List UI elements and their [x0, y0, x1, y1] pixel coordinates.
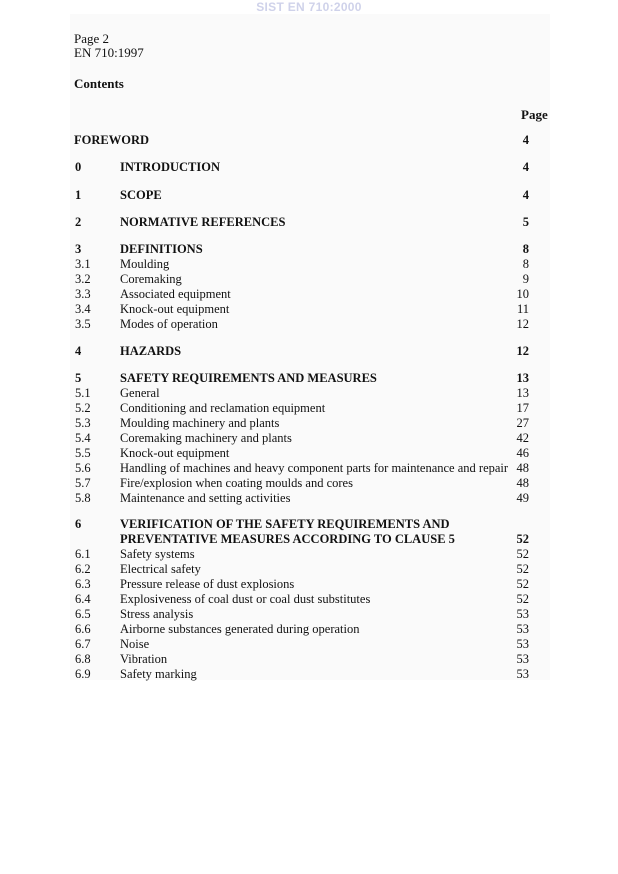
toc-entry-page: 53 [516, 667, 529, 681]
toc-entry-title: FOREWORD [74, 133, 149, 147]
toc-entry-title: SAFETY REQUIREMENTS AND MEASURES [120, 371, 377, 385]
toc-entry-page: 53 [516, 652, 529, 666]
toc-entry-number: 6.6 [75, 622, 91, 636]
toc-entry [0, 257, 618, 272]
toc-entry-number: 6.9 [75, 667, 91, 681]
toc-entry-title: Modes of operation [120, 317, 218, 331]
toc-entry-title: Safety systems [120, 547, 195, 561]
toc-entry-number: 6.5 [75, 607, 91, 621]
toc-entry [0, 532, 618, 547]
toc-entry [0, 491, 618, 506]
toc-entry-number: 6.7 [75, 637, 91, 651]
toc-entry-title: HAZARDS [120, 344, 182, 358]
toc-entry-title: Conditioning and reclamation equipment [120, 401, 326, 415]
toc-entry [0, 133, 618, 148]
toc-entry-number: 1 [75, 188, 82, 202]
watermark: SIST EN 710:2000 [256, 0, 362, 14]
toc-entry-title: Knock-out equipment [120, 446, 230, 460]
toc-entry [0, 577, 618, 592]
toc-entry [0, 476, 618, 491]
contents-heading: Contents [74, 76, 124, 91]
toc-entry [0, 517, 618, 532]
toc-entry-page: 49 [516, 491, 529, 505]
toc-entry [0, 215, 618, 230]
standard-number: EN 710:1997 [74, 45, 144, 60]
toc-entry-number: 5.4 [75, 431, 91, 445]
toc-entry-number: 6 [75, 517, 82, 531]
toc-entry-title: Fire/explosion when coating moulds and cores [120, 476, 353, 490]
toc-entry-number: 5.1 [75, 386, 91, 400]
toc-entry-page: 53 [516, 607, 529, 621]
toc-entry-number: 5.5 [75, 446, 91, 460]
toc-entry-page: 48 [516, 476, 529, 490]
toc-entry [0, 317, 618, 332]
toc-entry-page: 42 [516, 431, 529, 445]
toc-entry [0, 446, 618, 461]
toc-entry [0, 547, 618, 562]
toc-entry-number: 5 [75, 371, 82, 385]
toc-entry-title: INTRODUCTION [120, 160, 221, 174]
toc-entry-page: 8 [522, 257, 529, 271]
toc-entry [0, 386, 618, 401]
toc-entry-number: 3.1 [75, 257, 91, 271]
toc-entry-number: 6.4 [75, 592, 91, 606]
toc-entry-page: 4 [522, 160, 529, 174]
toc-entry-page: 12 [516, 344, 529, 358]
toc-entry [0, 562, 618, 577]
toc-entry-page: 12 [516, 317, 529, 331]
toc-entry [0, 416, 618, 431]
toc-entry-title: Electrical safety [120, 562, 201, 576]
toc-entry-page: 10 [516, 287, 529, 301]
page-label: Page 2 [74, 31, 110, 46]
toc-entry-title: Safety marking [120, 667, 197, 681]
toc-entry [0, 431, 618, 446]
toc-entry-page: 4 [522, 188, 529, 202]
toc-entry [0, 272, 618, 287]
toc-entry [0, 461, 618, 476]
toc-entry-page: 53 [516, 637, 529, 651]
toc-entry-page: 5 [522, 215, 529, 229]
toc-entry [0, 344, 618, 359]
page-column-header: Page [521, 107, 548, 122]
toc-entry-number: 5.2 [75, 401, 91, 415]
toc-entry-page: 52 [516, 577, 529, 591]
toc-entry-title: Knock-out equipment [120, 302, 230, 316]
toc-entry-page: 4 [522, 133, 529, 147]
toc-entry-title: Pressure release of dust explosions [120, 577, 295, 591]
toc-entry-title: SCOPE [120, 188, 162, 202]
toc-entry-number: 5.7 [75, 476, 91, 490]
toc-entry-page: 13 [516, 386, 529, 400]
toc-entry [0, 622, 618, 637]
toc-entry-number: 3.2 [75, 272, 91, 286]
toc-entry [0, 607, 618, 622]
toc-entry-title: Coremaking machinery and plants [120, 431, 292, 445]
toc-entry-number: 2 [75, 215, 82, 229]
toc-entry [0, 302, 618, 317]
toc-entry-page: 53 [516, 622, 529, 636]
toc-entry-page: 11 [516, 302, 529, 316]
toc-entry-title: NORMATIVE REFERENCES [120, 215, 286, 229]
toc-entry-title: Associated equipment [120, 287, 231, 301]
toc-entry-title: Explosiveness of coal dust or coal dust substitutes [120, 592, 371, 606]
toc-entry [0, 188, 618, 203]
toc-entry-title: DEFINITIONS [120, 242, 203, 256]
toc-entry-number: 3 [75, 242, 82, 256]
toc-entry-number: 0 [75, 160, 82, 174]
toc-entry [0, 242, 618, 257]
toc-entry [0, 667, 618, 682]
toc-entry-page: 17 [516, 401, 529, 415]
toc-entry-title: Airborne substances generated during operation [120, 622, 360, 636]
toc-entry-title: Maintenance and setting activities [120, 491, 291, 505]
toc-entry-page: 52 [516, 532, 529, 546]
toc-entry-title: PREVENTATIVE MEASURES ACCORDING TO CLAUSE 5 [120, 532, 455, 546]
toc-entry-page: 9 [522, 272, 529, 286]
toc-entry-number: 4 [75, 344, 82, 358]
toc-entry [0, 401, 618, 416]
toc-entry-title: General [120, 386, 160, 400]
toc-entry-title: Moulding machinery and plants [120, 416, 280, 430]
toc-entry [0, 371, 618, 386]
toc-entry-number: 5.6 [75, 461, 91, 475]
toc-entry-page: 52 [516, 562, 529, 576]
toc-entry [0, 592, 618, 607]
toc-entry-page: 46 [516, 446, 529, 460]
toc-entry-title: VERIFICATION OF THE SAFETY REQUIREMENTS AND [120, 517, 450, 531]
toc-entry [0, 652, 618, 667]
toc-entry-title: Handling of machines and heavy component parts for maintenance and repair [120, 461, 509, 475]
toc-entry-number: 3.5 [75, 317, 91, 331]
toc-entry-title: Moulding [120, 257, 170, 271]
toc-entry-number: 6.2 [75, 562, 91, 576]
toc-entry-number: 6.1 [75, 547, 91, 561]
toc-entry-number: 3.4 [75, 302, 91, 316]
toc-entry [0, 637, 618, 652]
toc-entry [0, 160, 618, 175]
toc-entry-title: Stress analysis [120, 607, 194, 621]
toc-entry-page: 48 [516, 461, 529, 475]
toc-entry-page: 27 [516, 416, 529, 430]
toc-entry-title: Vibration [120, 652, 168, 666]
toc-entry-title: Noise [120, 637, 150, 651]
toc-entry-title: Coremaking [120, 272, 182, 286]
toc-entry-number: 3.3 [75, 287, 91, 301]
toc-entry-number: 5.8 [75, 491, 91, 505]
toc-entry [0, 287, 618, 302]
toc-entry-number: 5.3 [75, 416, 91, 430]
toc-entry-page: 52 [516, 592, 529, 606]
toc-entry-page: 13 [516, 371, 529, 385]
toc-entry-page: 52 [516, 547, 529, 561]
toc-entry-number: 6.8 [75, 652, 91, 666]
toc-entry-page: 8 [522, 242, 529, 256]
toc-entry-number: 6.3 [75, 577, 91, 591]
